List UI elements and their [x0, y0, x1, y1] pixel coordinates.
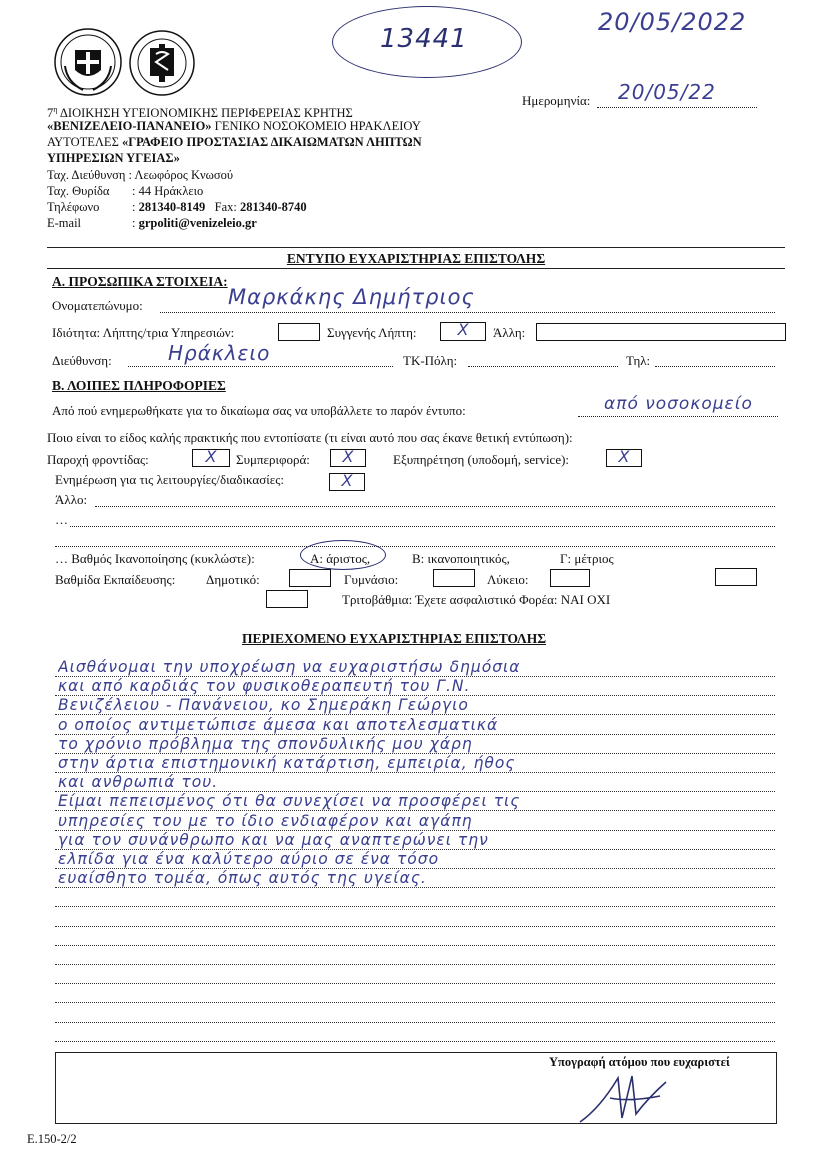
service-checkbox[interactable]: [606, 449, 642, 467]
hospital-name-line: «ΒΕΝΙΖΕΛΕΙΟ-ΠΑΝΑΝΕΙΟ» ΓΕΝΙΚΟ ΝΟΣΟΚΟΜΕΙΟ ΗΡΑΚΛΕΙΟΥ: [47, 119, 421, 133]
address-line: [128, 366, 393, 367]
letter-text-line: και ανθρωπιά του.: [58, 773, 219, 792]
practice-question: Ποιο είναι το είδος καλής πρακτικής που εντοπίσατε (τι είναι αυτό που σας έκανε θετική εντύπωση):: [47, 430, 573, 445]
city-label: ΤΚ-Πόλη:: [403, 353, 458, 368]
edu-gym-label: Γυμνάσιο:: [344, 572, 399, 587]
other-practice-line-2: [70, 526, 775, 527]
other-label: Άλλη:: [493, 325, 526, 340]
letter-rule-line: [55, 906, 775, 907]
letter-title: ΠΕΡΙΕΧΟΜΕΝΟ ΕΥΧΑΡΙΣΤΗΡΙΑΣ ΕΠΙΣΤΟΛΗΣ: [242, 631, 547, 646]
relative-checkbox[interactable]: [440, 322, 486, 341]
letter-text-line: Αισθάνομαι την υποχρέωση να ευχαριστήσω δημόσια: [58, 658, 521, 676]
city-line: [468, 366, 618, 367]
info-label: Ενημέρωση για τις λειτουργίες/διαδικασίες:: [55, 472, 284, 487]
name-value[interactable]: Μαρκάκης Δημήτριος: [228, 285, 475, 309]
letter-rule-line: [55, 964, 775, 965]
office-name-line: ΑΥΤΟΤΕΛΕΣ «ΓΡΑΦΕΙΟ ΠΡΟΣΤΑΣΙΑΣ ΔΙΚΑΙΩΜΑΤΩΝ ΛΗΠΤΩΝ: [47, 135, 422, 149]
insurance-yes-no-checkbox[interactable]: [715, 568, 757, 586]
letter-rule-line: [55, 1002, 775, 1003]
edu-tertiary-insurance-label: Τριτοβάθμια: Έχετε ασφαλιστικό Φορέα: ΝΑΙ ΟΧΙ: [342, 592, 611, 607]
section-a-title: Α. ΠΡΟΣΩΠΙΚΑ ΣΤΟΙΧΕΙΑ:: [52, 274, 228, 289]
letter-rule-line: [55, 1041, 775, 1042]
letter-text-line: στην άρτια επιστημονική κατάρτιση, εμπειρία, ήθος: [58, 754, 516, 772]
other-field[interactable]: [536, 323, 786, 341]
registration-number: 13441: [380, 24, 468, 54]
source-label: Από πού ενημερωθήκατε για το δικαίωμα σας να υποβάλλετε το παρόν έντυπο:: [52, 403, 466, 418]
hospital-logo: [128, 26, 196, 100]
relative-check-mark: X: [457, 320, 469, 339]
address-value[interactable]: Ηράκλειο: [168, 341, 271, 365]
zip-row: Ταχ. Θυρίδα : 44 Ηράκλειο: [47, 184, 204, 198]
phone-line: [655, 366, 775, 367]
letter-rule-line: [55, 1022, 775, 1023]
letter-text-line: υπηρεσίες του με το ίδιο ενδιαφέρον και αγάπη: [58, 811, 473, 830]
section-b-title: Β. ΛΟΙΠΕΣ ΠΛΗΡΟΦΟΡΙΕΣ: [52, 378, 226, 393]
edu-gym-checkbox[interactable]: [433, 569, 475, 587]
greek-state-seal-logo: [53, 26, 123, 98]
letter-text-line: ευαίσθητο τομέα, όπως αυτός της υγείας.: [58, 869, 427, 888]
source-value[interactable]: από νοσοκομείο: [604, 394, 753, 414]
service-recipient-checkbox[interactable]: [278, 323, 320, 341]
address-label: Διεύθυνση:: [52, 353, 112, 368]
address-row: Ταχ. Διεύθυνση : Λεωφόρος Κνωσού: [47, 168, 234, 182]
letter-text-line: το χρόνιο πρόβλημα της σπονδυλικής μου χάρη: [58, 734, 473, 753]
edu-primary-checkbox[interactable]: [289, 569, 331, 587]
date-underline: [597, 107, 757, 108]
form-code: E.150-2/2: [27, 1132, 77, 1146]
behavior-checkbox[interactable]: [330, 449, 366, 467]
form-title: ΕΝΤΥΠΟ ΕΥΧΑΡΙΣΤΗΡΙΑΣ ΕΠΙΣΤΟΛΗΣ: [286, 251, 546, 266]
letter-rule-line: [55, 926, 775, 927]
edu-lyceum-checkbox[interactable]: [550, 569, 590, 587]
letter-text-line: ελπίδα για ένα καλύτερο αύριο σε ένα τόσο: [58, 850, 440, 868]
date-value: 20/05/22: [618, 80, 716, 104]
care-check-mark: X: [205, 447, 217, 466]
satisfaction-label: … Βαθμός Ικανοποίησης (κυκλώστε):: [55, 551, 255, 566]
care-checkbox[interactable]: [192, 449, 230, 467]
letter-rule-line: [55, 887, 775, 888]
source-line: [578, 416, 778, 417]
date-label: Ημερομηνία:: [522, 93, 591, 108]
other-practice-line-3: [55, 546, 775, 547]
service-label: Εξυπηρέτηση (υποδομή, service):: [393, 452, 570, 467]
service-check-mark: X: [618, 447, 630, 466]
letter-text-line: ο οποίος αντιμετώπισε άμεσα και αποτελεσματικά: [58, 715, 499, 734]
authority-line: $7^\eta$ ΔΙΟΙΚΗΣΗ ΥΓΕΙΟΝΟΜΙΚΗΣ ΠΕΡΙΦΕΡΕΙΑΣ ΚΡΗΤΗΣ: [47, 105, 353, 121]
capacity-label: Ιδιότητα: Λήπτης/τρια Υπηρεσιών:: [52, 325, 235, 340]
other-practice-line-1: [95, 506, 775, 507]
satisfaction-moderate[interactable]: Γ: μέτριος: [560, 551, 614, 566]
letter-rule-line: [55, 945, 775, 946]
letter-text-line: Βενιζέλειου - Πανάνειου, κο Σημεράκη Γεώργιο: [58, 696, 469, 715]
education-label: Βαθμίδα Εκπαίδευσης:: [55, 572, 176, 587]
signature-label: Υπογραφή ατόμου που ευχαριστεί: [549, 1055, 730, 1069]
care-label: Παροχή φροντίδας:: [47, 452, 149, 467]
phone-label: Τηλ:: [626, 353, 651, 368]
form-title-rule-bottom: [47, 268, 785, 269]
other-practice-ellipsis: …: [55, 512, 68, 527]
edu-lyceum-label: Λύκειο:: [487, 572, 529, 587]
letter-text-line: και από καρδιάς τον φυσικοθεραπευτή του Γ.Ν.: [58, 677, 471, 696]
info-checkbox[interactable]: [329, 473, 365, 491]
behavior-label: Συμπεριφορά:: [236, 452, 310, 467]
letter-text-line: Είμαι πεπεισμένος ότι θα συνεχίσει να προσφέρει τις: [58, 792, 521, 811]
office-name-line-2: ΥΠΗΡΕΣΙΩΝ ΥΓΕΙΑΣ»: [47, 151, 180, 165]
form-title-rule-top: [47, 247, 785, 248]
letter-rule-line: [55, 983, 775, 984]
email-row: E-mail : grpoliti@venizeleio.gr: [47, 216, 257, 230]
behavior-check-mark: X: [342, 447, 354, 466]
satisfaction-satisfactory[interactable]: Β: ικανοποιητικός,: [412, 551, 510, 566]
relative-label: Συγγενής Λήπτη:: [327, 325, 417, 340]
info-check-mark: X: [341, 471, 353, 490]
edu-primary-label: Δημοτικό:: [206, 572, 260, 587]
name-label: Ονοματεπώνυμο:: [52, 298, 143, 313]
handwritten-date-top: 20/05/2022: [598, 8, 747, 36]
name-line: [160, 312, 775, 313]
satisfaction-excellent[interactable]: Α: άριστος,: [310, 551, 371, 566]
phone-row: Τηλέφωνο : 281340-8149 Fax: 281340-8740: [47, 200, 307, 214]
signature-scribble: [570, 1068, 690, 1128]
edu-tertiary-checkbox[interactable]: [266, 590, 308, 608]
letter-text-line: για τον συνάνθρωπο και να μας αναπτερώνει την: [58, 830, 489, 849]
other-practice-label: Άλλο:: [55, 492, 88, 507]
